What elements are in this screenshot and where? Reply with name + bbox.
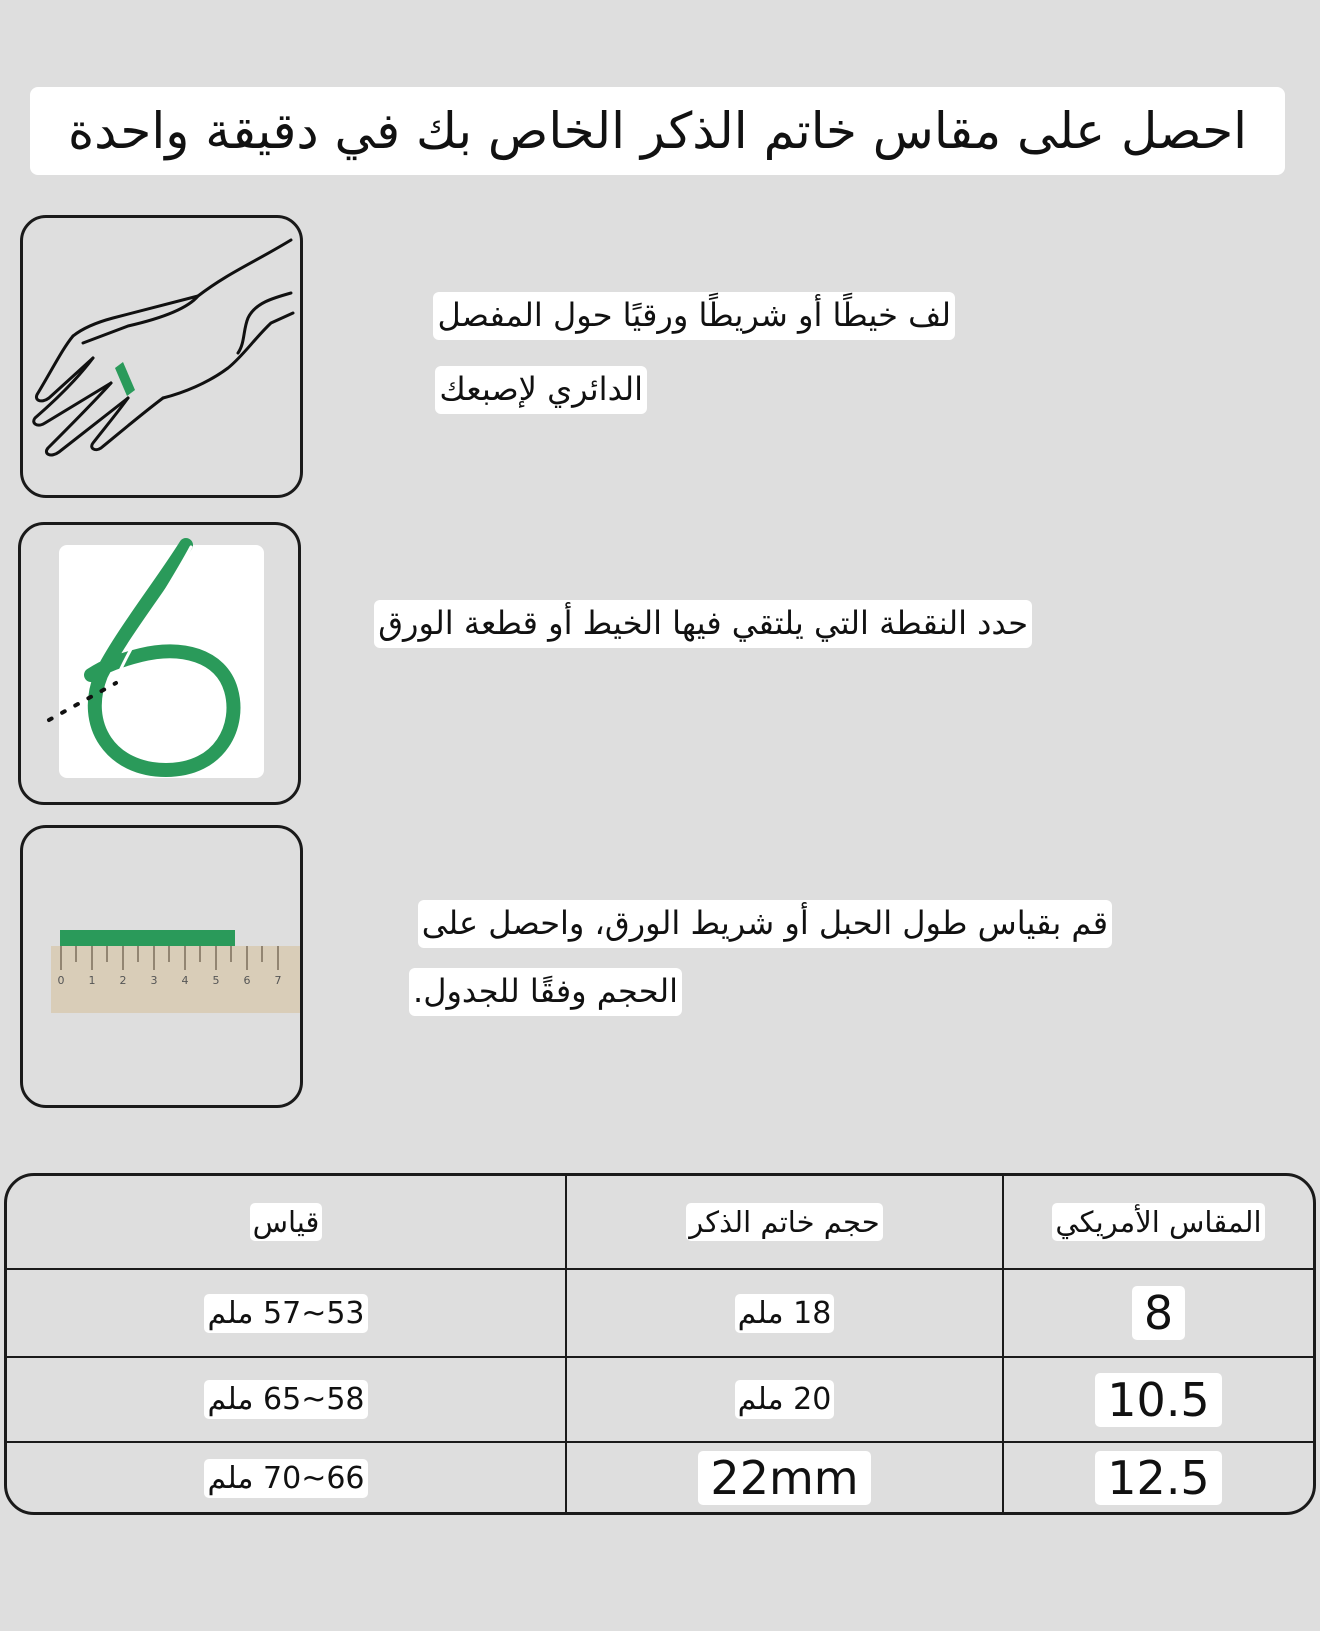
ruler-tick-2: 2 [119,974,127,987]
table-row-3-ring-size: 22mm [567,1443,1002,1513]
ruler-tick-4: 4 [181,974,189,987]
page-title: احصل على مقاس خاتم الذكر الخاص بك في دقيقة واحدة [67,102,1248,160]
ruler-icon [20,825,303,1108]
looped-strip-icon [18,522,301,805]
table-row-1-measure: 53~57 ملم [7,1270,565,1356]
step-3-line-2: الحجم وفقًا للجدول. [409,968,682,1016]
header-us-size: المقاس الأمريكي [1004,1176,1313,1268]
table-row-1-ring-size: 18 ملم [567,1270,1002,1356]
header-measure: قياس [7,1176,565,1268]
table-row-2-ring-size: 20 ملم [567,1358,1002,1441]
step-3-line-1: قم بقياس طول الحبل أو شريط الورق، واحصل على [418,900,1112,948]
table-row-3-measure: 66~70 ملم [7,1443,565,1513]
step-2-line-1: حدد النقطة التي يلتقي فيها الخيط أو قطعة الورق [374,600,1032,648]
table-row-1-us-size: 8 [1004,1270,1313,1356]
table-row-2-measure: 58~65 ملم [7,1358,565,1441]
ruler-tick-5: 5 [212,974,220,987]
ruler-tick-6: 6 [243,974,251,987]
hand-ring-icon [20,215,303,498]
ruler-tick-7: 7 [274,974,282,987]
ruler-tick-0: 0 [57,974,65,987]
step-1-line-1: لف خيطًا أو شريطًا ورقيًا حول المفصل [433,292,955,340]
ruler-tick-3: 3 [150,974,158,987]
size-table [4,1173,1316,1515]
title-banner [30,87,1285,175]
table-row-3-us-size: 12.5 [1004,1443,1313,1513]
ruler-tick-1: 1 [88,974,96,987]
table-row-2-us-size: 10.5 [1004,1358,1313,1441]
step-1-line-2: الدائري لإصبعك [435,366,647,414]
header-ring-size: حجم خاتم الذكر [567,1176,1002,1268]
